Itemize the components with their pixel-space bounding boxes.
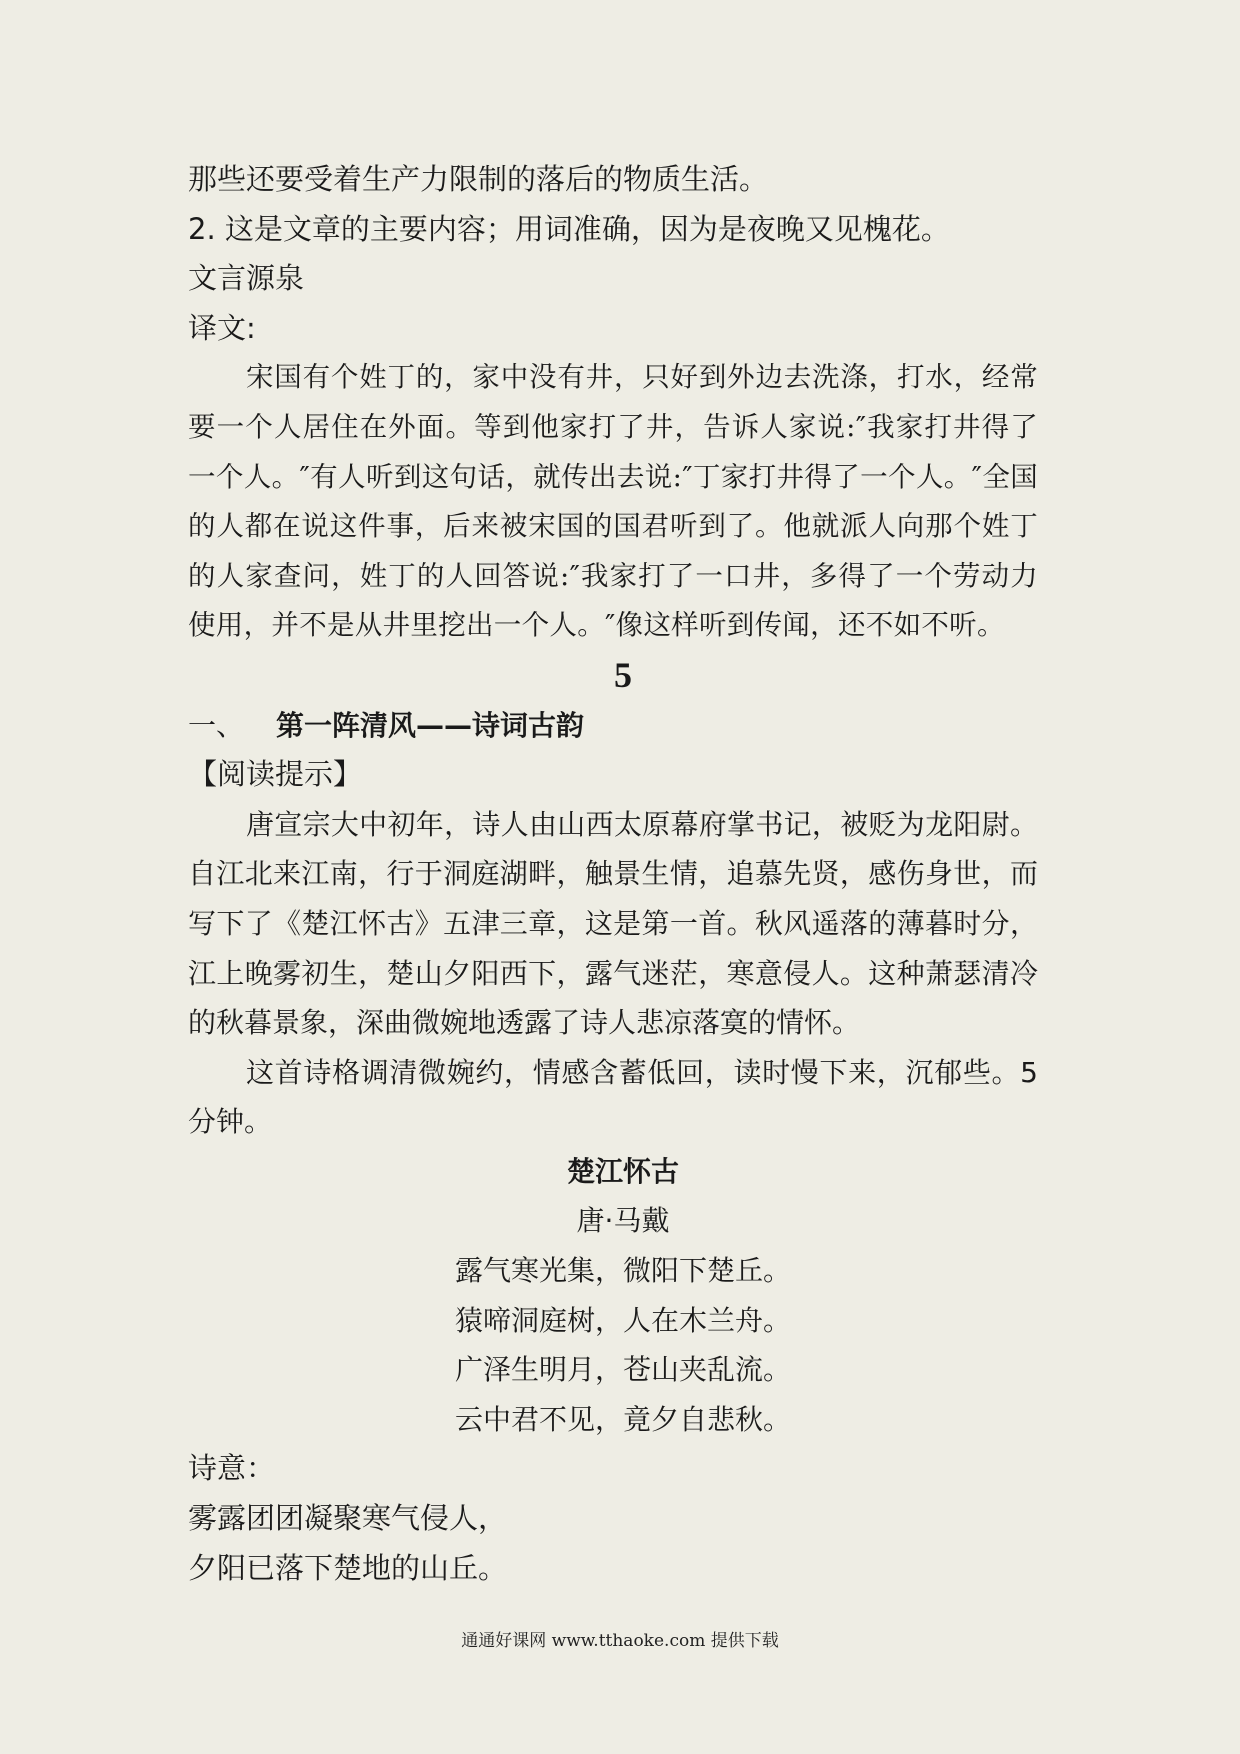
reading-tip-paragraph-1: 唐宣宗大中初年，诗人由山西太原幕府掌书记，被贬为龙阳尉。自江北来江南，行于洞庭湖畔，触景生情，追慕先贤，感伤身世，而写下了《楚江怀古》五津三章，这是第一首。秋风遥落的薄暮时分，江上晚雾初生，楚山夕阳西下，露气迷茫，寒意侵人。这种萧瑟清冷的秋暮景象，深曲微婉地透露了诗人悲凉落寞的情怀。 <box>188 807 1038 1040</box>
poem-meaning-line: 雾露团团凝聚寒气侵人， <box>188 1501 508 1536</box>
translation-label: 译文: <box>188 310 256 345</box>
poem-author: 唐·马戴 <box>576 1204 670 1238</box>
document-page <box>188 155 1058 1593</box>
heading-number: 一、 <box>188 708 245 742</box>
poem-line: 露气寒光集，微阳下楚丘。 <box>454 1254 791 1288</box>
poem-title: 楚江怀古 <box>566 1154 679 1188</box>
reading-tip-paragraph-2: 这首诗格调清微婉约，情感含蓄低回，读时慢下来，沉郁些。5分钟。 <box>188 1055 1038 1139</box>
reading-tip-label: 【阅读提示】 <box>188 757 363 792</box>
answer-line-2: 2. 这是文章的主要内容；用词准确，因为是夜晚又见槐花。 <box>188 211 950 246</box>
section-title-classical: 文言源泉 <box>188 261 305 296</box>
section-number: 5 <box>614 654 632 695</box>
heading-text: 第一阵清风——诗词古韵 <box>276 708 585 742</box>
poem-meaning-line: 夕阳已落下楚地的山丘。 <box>188 1550 508 1585</box>
poem-meaning-label: 诗意： <box>188 1451 276 1486</box>
poem-line: 广泽生明月，苍山夹乱流。 <box>454 1353 791 1387</box>
translation-paragraph: 宋国有个姓丁的，家中没有井，只好到外边去洗涤，打水，经常要一个人居住在外面。等到他家打了井，告诉人家说:″我家打井得了一个人。″有人听到这句话，就传出去说:″丁家打井得了一个人。″全国的人都在说这件事，后来被宋国的国君听到了。他就派人向那个姓丁的人家查问，姓丁的人回答说:″我家打了一口井，多得了一个劳动力使用，并不是从井里挖出一个人。″像这样听到传闻，还不如不听。 <box>188 361 1038 642</box>
section-heading <box>188 701 1058 751</box>
poem-line: 猿啼洞庭树，人在木兰舟。 <box>454 1303 791 1337</box>
page-footer: 通通好课网 www.tthaoke.com 提供下载 <box>461 1631 779 1651</box>
answer-line-1: 那些还要受着生产力限制的落后的物质生活。 <box>188 162 769 196</box>
poem-line: 云中君不见，竟夕自悲秋。 <box>454 1402 791 1436</box>
